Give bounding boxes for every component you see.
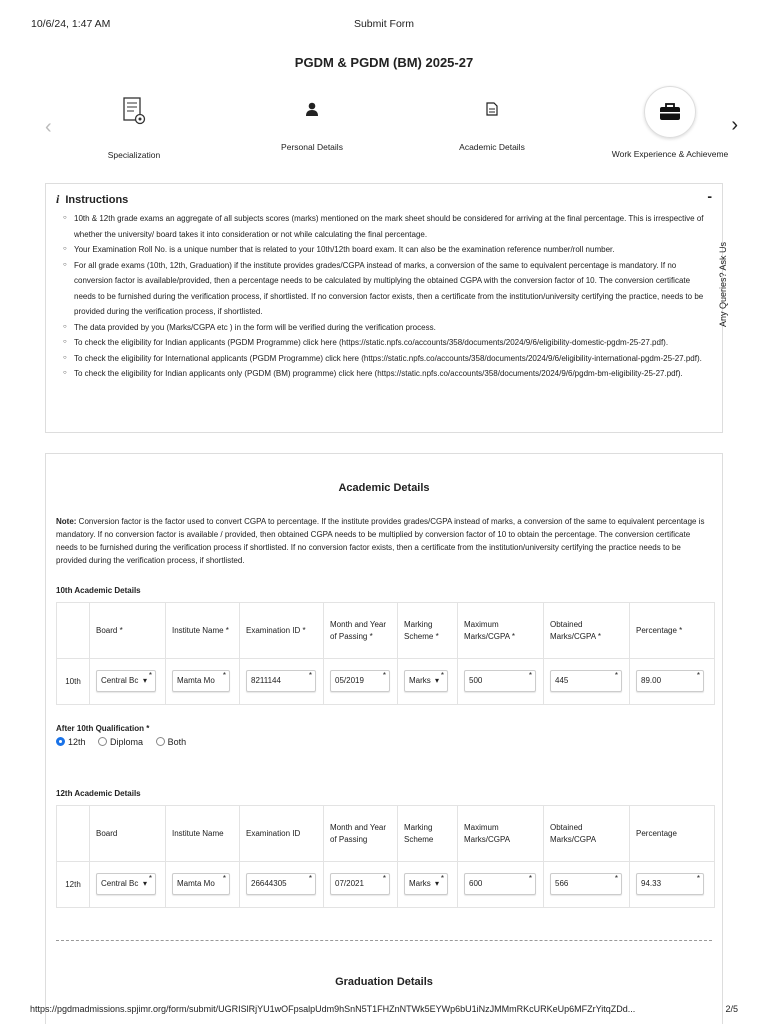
instruction-item[interactable]: ○ To check the eligibility for Indian applicants (PGDM Programme) click here (https://static.npfs.co/accounts/358/documents/2024/9/6/eligibility-domestic-pgdm-25-27.pdf). bbox=[74, 335, 712, 351]
radio-both[interactable]: Both bbox=[156, 737, 187, 747]
max-marks-cell bbox=[458, 659, 544, 705]
tenth-table bbox=[56, 602, 715, 705]
table-header: Month and Year of Passing bbox=[324, 806, 398, 862]
percentage-cell bbox=[630, 862, 715, 908]
step-active-indicator bbox=[644, 86, 696, 138]
table-header: Marking Scheme * bbox=[398, 603, 458, 659]
conversion-note bbox=[56, 515, 712, 567]
obtained-marks-input[interactable]: 566 * bbox=[550, 873, 622, 895]
chevron-right-icon[interactable]: › bbox=[731, 114, 738, 136]
institute-input[interactable]: Mamta Mo * bbox=[172, 670, 230, 692]
max-marks-input[interactable]: 600 * bbox=[464, 873, 536, 895]
step-personal-details[interactable] bbox=[272, 102, 352, 152]
obtained-marks-cell bbox=[544, 659, 630, 705]
max-marks-input[interactable]: 500 * bbox=[464, 670, 536, 692]
table-header: Maximum Marks/CGPA * bbox=[458, 603, 544, 659]
marking-scheme-select[interactable]: Marks ▾ * bbox=[404, 670, 448, 692]
chevron-down-icon: ▾ bbox=[142, 878, 147, 888]
chevron-down-icon: ▾ bbox=[142, 675, 147, 685]
note-label: Note: bbox=[56, 517, 77, 526]
table-row bbox=[57, 862, 715, 908]
table-header: Percentage bbox=[630, 806, 715, 862]
percentage-cell bbox=[630, 659, 715, 705]
chevron-left-icon[interactable]: ‹ bbox=[45, 116, 52, 138]
table-header: Institute Name * bbox=[166, 603, 240, 659]
table-header: Board bbox=[90, 806, 166, 862]
instruction-item[interactable]: ○ To check the eligibility for International applicants (PGDM Programme) click here (https://static.npfs.co/accounts/358/documents/2024/9/6/eligibility-international-pgdm-25-27.pdf). bbox=[74, 351, 712, 367]
exam-id-input[interactable]: 8211144 * bbox=[246, 670, 316, 692]
radio-empty-icon bbox=[156, 737, 165, 746]
table-header: Obtained Marks/CGPA bbox=[544, 806, 630, 862]
page-number: 2/5 bbox=[725, 1004, 738, 1014]
step-label: Work Experience & Achieveme bbox=[611, 149, 729, 159]
tenth-heading: 10th Academic Details bbox=[56, 586, 141, 595]
step-specialization[interactable] bbox=[96, 96, 172, 160]
row-label: 10th bbox=[57, 659, 90, 705]
person-icon bbox=[305, 102, 319, 116]
radio-diploma[interactable]: Diploma bbox=[98, 737, 143, 747]
board-select[interactable]: Central Bc ▾ * bbox=[96, 670, 156, 692]
board-cell bbox=[90, 862, 166, 908]
table-header: Marking Scheme bbox=[398, 806, 458, 862]
radio-selected-icon bbox=[56, 737, 65, 746]
step-label: Personal Details bbox=[281, 142, 343, 152]
board-select[interactable]: Central Bc ▾ * bbox=[96, 873, 156, 895]
table-header-row bbox=[57, 603, 715, 659]
row-label: 12th bbox=[57, 862, 90, 908]
table-header: Institute Name bbox=[166, 806, 240, 862]
briefcase-icon bbox=[659, 103, 681, 121]
passing-cell bbox=[324, 659, 398, 705]
instruction-item[interactable]: ○ To check the eligibility for Indian applicants only (PGDM (BM) programme) click here (https://static.npfs.co/accounts/358/documents/2024/9/6/pgdm-bm-eligibility-25-27.pdf). bbox=[74, 366, 712, 382]
ask-us-tab[interactable]: Any Queries? Ask Us bbox=[718, 242, 728, 328]
chevron-down-icon: ▾ bbox=[434, 675, 439, 685]
passing-date-input[interactable]: 07/2021 * bbox=[330, 873, 390, 895]
instruction-item: ○ 10th & 12th grade exams an aggregate of all subjects scores (marks) mentioned on the mark sheet should be considered for arriving at the final percentage. This is irrespective of whether the university/ board takes it into consideration or not while calculating the final percentage. bbox=[74, 211, 712, 242]
collapse-icon[interactable]: - bbox=[707, 188, 712, 204]
max-marks-cell bbox=[458, 862, 544, 908]
step-label: Specialization bbox=[107, 150, 161, 160]
academic-details-title: Academic Details bbox=[338, 482, 430, 494]
obtained-marks-cell bbox=[544, 862, 630, 908]
print-title: Submit Form bbox=[353, 18, 415, 30]
after-tenth-label: After 10th Qualification * bbox=[56, 724, 150, 733]
step-navigation bbox=[40, 86, 738, 166]
instructions-list bbox=[56, 211, 712, 382]
instruction-item: ○ For all grade exams (10th, 12th, Graduation) if the institute provides grades/CGPA instead of marks, a conversion of the same to equivalent percentage is mandatory. If no conversion factor is available/provided, then a percentage needs to be calculated by multiplying the obtained CGPA with the conversion factor of 10. The conversion certificate needs to be furnished during the verification process, if shortlisted. If no conversion factor exists, then a certificate from the institution/university certifying the practice, needs to be provided during the verification process, if shortlisted. bbox=[74, 258, 712, 320]
passing-date-input[interactable]: 05/2019 * bbox=[330, 670, 390, 692]
instructions-panel bbox=[45, 183, 723, 433]
step-academic-details[interactable] bbox=[450, 102, 534, 152]
table-header: Percentage * bbox=[630, 603, 715, 659]
table-header: Maximum Marks/CGPA bbox=[458, 806, 544, 862]
marking-scheme-select[interactable]: Marks ▾ * bbox=[404, 873, 448, 895]
table-header: Month and Year of Passing * bbox=[324, 603, 398, 659]
info-icon: i bbox=[56, 192, 60, 206]
radio-12th[interactable]: 12th bbox=[56, 737, 86, 747]
passing-cell bbox=[324, 862, 398, 908]
radio-empty-icon bbox=[98, 737, 107, 746]
instructions-heading bbox=[56, 192, 712, 207]
after-tenth-radio-group bbox=[56, 724, 196, 747]
obtained-marks-input[interactable]: 445 * bbox=[550, 670, 622, 692]
percentage-input[interactable]: 94.33 * bbox=[636, 873, 704, 895]
table-header-blank bbox=[57, 806, 90, 862]
note-text: Conversion factor is the factor used to convert CGPA to percentage. If the institute provides grades/CGPA instead of marks, a conversion of the same to equivalent percentage is mandatory. If no conversion factor is available / provided, then obtained CGPA needs to be multiplied by conversion factor of 10 to obtain the percentage. The conversion certificate needs to be furnished during the verification process if shortlisted. If no conversion factor exists, then a certificate from the institution/university certifying the practice needs to be provided during the verification process, if shortlisted. bbox=[56, 517, 705, 565]
academic-details-form bbox=[45, 453, 723, 1024]
instructions-title: Instructions bbox=[65, 194, 129, 206]
exam-id-cell bbox=[240, 862, 324, 908]
table-header-row bbox=[57, 806, 715, 862]
institute-cell bbox=[166, 659, 240, 705]
exam-id-input[interactable]: 26644305 * bbox=[246, 873, 316, 895]
institute-cell bbox=[166, 862, 240, 908]
table-header: Board * bbox=[90, 603, 166, 659]
graduation-details-title: Graduation Details bbox=[335, 976, 433, 988]
twelfth-table bbox=[56, 805, 715, 908]
document-settings-icon bbox=[121, 96, 147, 126]
table-header-blank bbox=[57, 603, 90, 659]
institute-input[interactable]: Mamta Mo * bbox=[172, 873, 230, 895]
page-title: PGDM & PGDM (BM) 2025-27 bbox=[294, 55, 474, 70]
scheme-cell bbox=[398, 862, 458, 908]
instruction-item: ○ The data provided by you (Marks/CGPA etc ) in the form will be verified during the verification process. bbox=[74, 320, 712, 336]
chevron-down-icon: ▾ bbox=[434, 878, 439, 888]
section-divider bbox=[56, 940, 712, 941]
percentage-input[interactable]: 89.00 * bbox=[636, 670, 704, 692]
twelfth-heading: 12th Academic Details bbox=[56, 789, 141, 798]
instruction-item: ○ Your Examination Roll No. is a unique number that is related to your 10th/12th board exam. It can also be the examination reference number/roll number. bbox=[74, 242, 712, 258]
table-header: Examination ID * bbox=[240, 603, 324, 659]
print-url: https://pgdmadmissions.spjimr.org/form/submit/UGRISlRjYU1wOFpsalpUdm9hSnN5T1FHZnNTWk5EYWp6bU1iNzJMMmRKcURKeUp6MFZrYitqZDd... bbox=[30, 1004, 636, 1014]
step-label: Academic Details bbox=[459, 142, 525, 152]
scheme-cell bbox=[398, 659, 458, 705]
document-icon bbox=[486, 102, 498, 116]
print-datetime: 10/6/24, 1:47 AM bbox=[31, 18, 111, 30]
board-cell bbox=[90, 659, 166, 705]
table-header: Examination ID bbox=[240, 806, 324, 862]
exam-id-cell bbox=[240, 659, 324, 705]
table-row bbox=[57, 659, 715, 705]
step-work-experience[interactable] bbox=[600, 86, 740, 159]
table-header: Obtained Marks/CGPA * bbox=[544, 603, 630, 659]
